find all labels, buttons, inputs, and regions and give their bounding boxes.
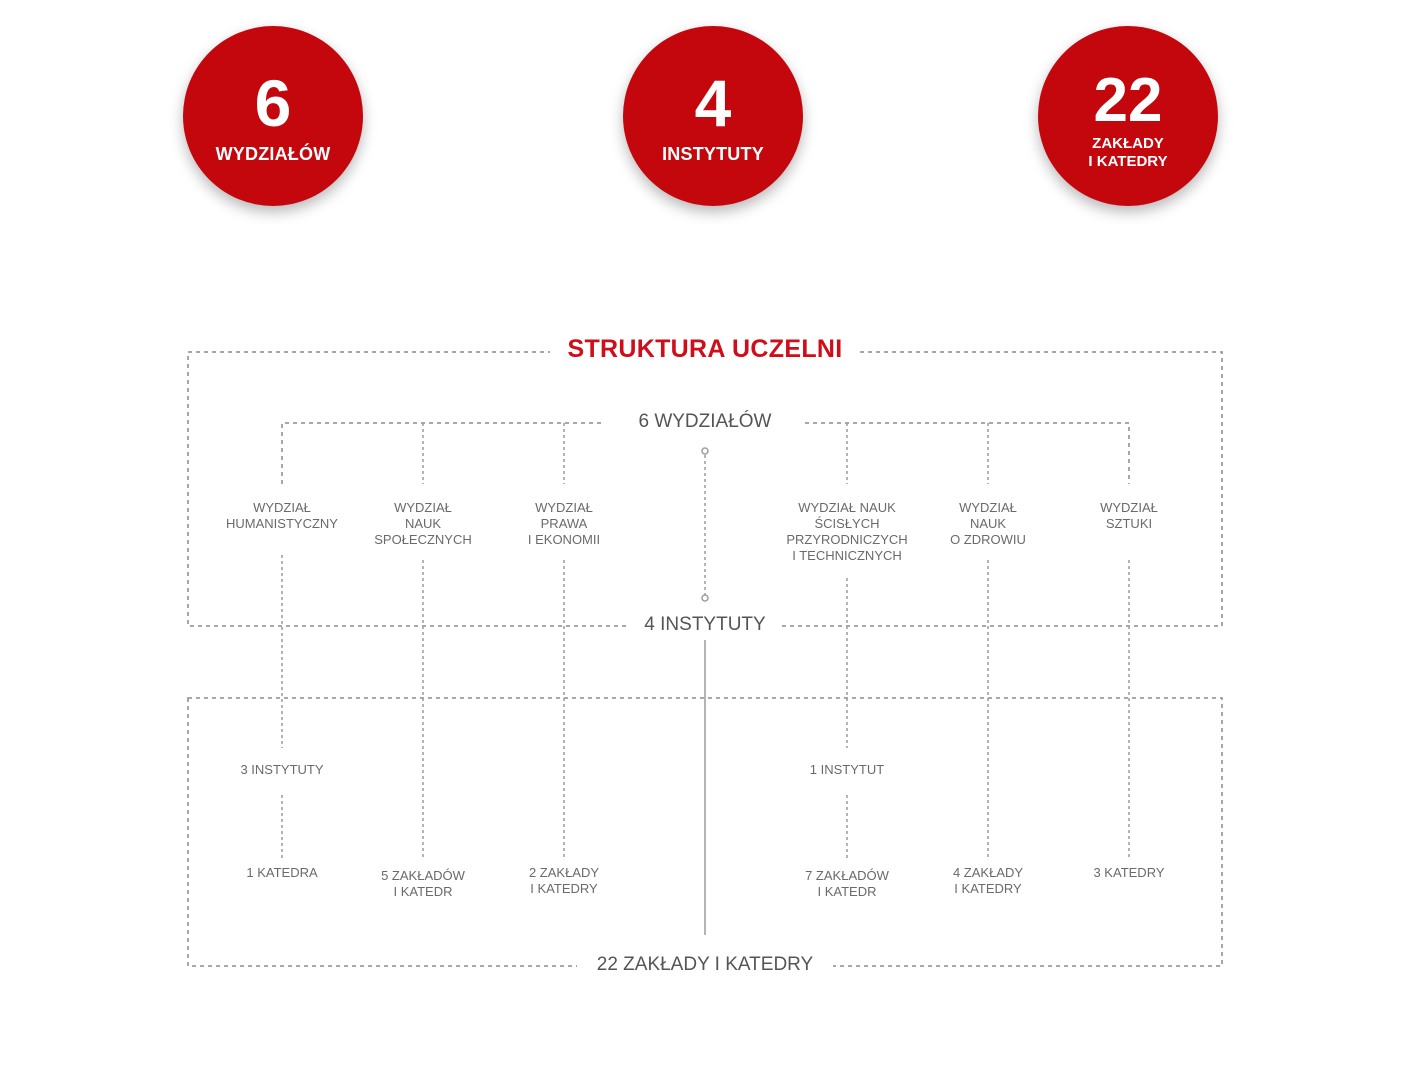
institutes-heading: 4 INSTYTUTY [628, 614, 782, 636]
connector-node-bottom [702, 595, 708, 601]
faculty-name-prawa-ekonomii: WYDZIAŁ PRAWA I EKONOMII [504, 500, 624, 548]
connector-node-top [702, 448, 708, 454]
faculty-name-sztuki: WYDZIAŁ SZTUKI [1074, 500, 1184, 532]
units-nauk-o-zdrowiu: 4 ZAKŁADY I KATEDRY [928, 865, 1048, 897]
faculty-name-nauk-scislych: WYDZIAŁ NAUK ŚCISŁYCH PRZYRODNICZYCH I TECHNICZNYCH [772, 500, 922, 564]
diagram-title: STRUKTURA UCZELNI [550, 335, 860, 364]
stat-label: WYDZIAŁÓW [215, 144, 331, 164]
faculties-heading: 6 WYDZIAŁÓW [605, 411, 805, 433]
faculty-name-humanistyczny: WYDZIAŁ HUMANISTYCZNY [212, 500, 352, 532]
units-prawa-ekonomii: 2 ZAKŁADY I KATEDRY [504, 865, 624, 897]
units-nauk-scislych: 7 ZAKŁADÓW I KATEDR [787, 868, 907, 900]
institutes-nauk-scislych: 1 INSTYTUT [792, 762, 902, 778]
institutes-humanistyczny: 3 INSTYTUTY [222, 762, 342, 778]
units-heading: 22 ZAKŁADY I KATEDRY [577, 954, 833, 976]
stat-label: INSTYTUTY [662, 144, 764, 164]
upper-frame [188, 352, 1222, 626]
stat-number: 4 [694, 66, 732, 140]
stat-number: 6 [254, 66, 292, 140]
faculty-name-nauk-o-zdrowiu: WYDZIAŁ NAUK O ZDROWIU [928, 500, 1048, 548]
units-nauk-spolecznych: 5 ZAKŁADÓW I KATEDR [363, 868, 483, 900]
units-sztuki: 3 KATEDRY [1069, 865, 1189, 881]
stat-label: ZAKŁADY I KATEDRY [1088, 135, 1168, 170]
faculty-name-nauk-spolecznych: WYDZIAŁ NAUK SPOŁECZNYCH [358, 500, 488, 548]
units-humanistyczny: 1 KATEDRA [222, 865, 342, 881]
stat-number: 22 [1093, 66, 1163, 135]
